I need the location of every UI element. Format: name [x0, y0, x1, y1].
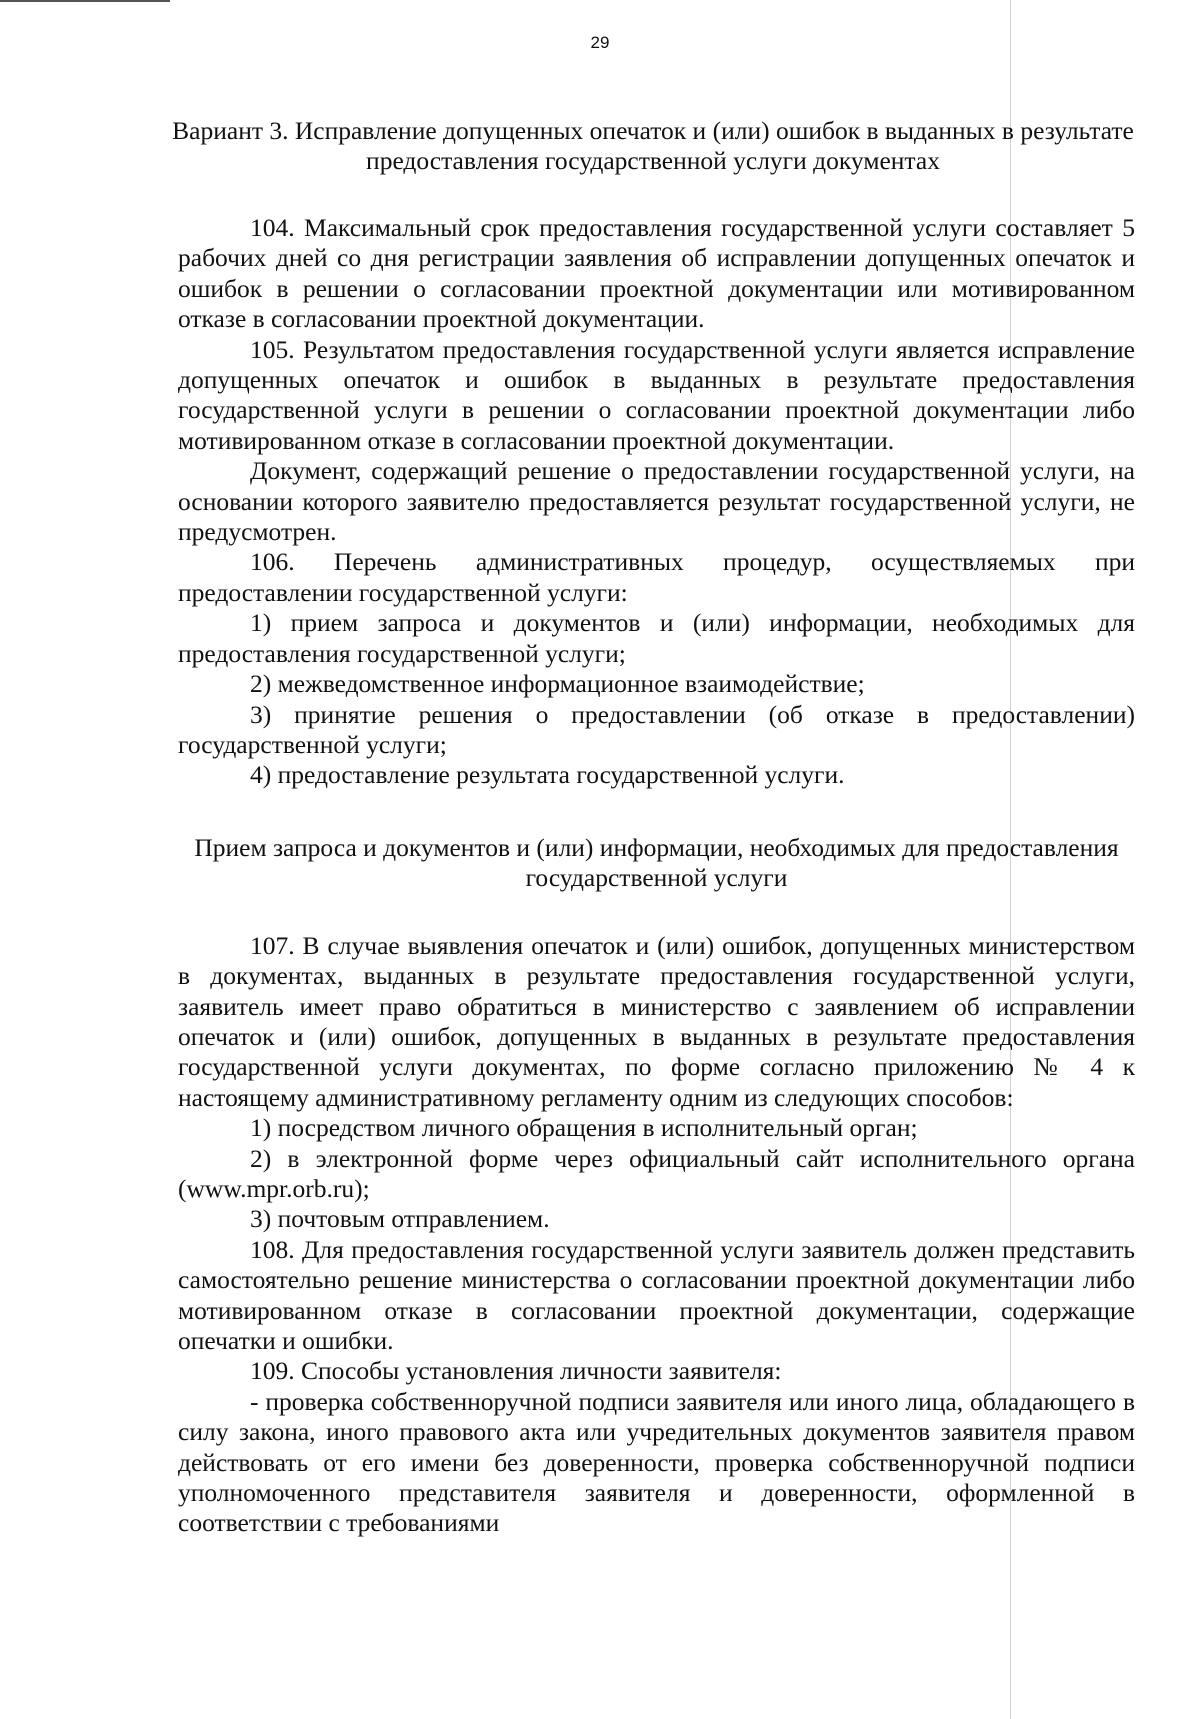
list-item-1: 1) прием запроса и документов и (или) информации, необходимых для предоставления государственной услуги;	[178, 608, 1135, 668]
method-item-1: 1) посредством личного обращения в исполнительный орган;	[250, 1113, 918, 1143]
paragraph-105: 105. Результатом предоставления государственной услуги является исправление допущенных опечаток и ошибок в выданных в результате предоставления государственной услуги в решении о согласовании проектной документации либо мотивированном отказе в согласовании проектной документации.	[178, 334, 1135, 455]
paragraph-document-note: Документ, содержащий решение о предоставлении государственной услуги, на основании которого заявителю предоставляется результат государственной услуги, не предусмотрен.	[178, 456, 1135, 547]
section-heading: Вариант 3. Исправление допущенных опечаток и (или) ошибок в выданных в результате предоставления государственной услуги документах	[172, 116, 1134, 175]
paragraph-109: 109. Способы установления личности заявителя:	[250, 1356, 782, 1386]
paragraph-108: 108. Для предоставления государственной услуги заявитель должен представить самостоятельно решение министерства о согласовании проектной документации либо мотивированном отказе в согласовании проектной документации, содержащие опечатки и ошибки.	[178, 1234, 1135, 1355]
paragraph-104: 104. Максимальный срок предоставления государственной услуги составляет 5 рабочих дней со дня регистрации заявления об исправлении допущенных опечаток и ошибок в решении о согласовании проектной документации или мотивированном отказе в согласовании проектной документации.	[178, 213, 1135, 334]
identity-check-item: - проверка собственноручной подписи заявителя или иного лица, обладающего в силу закона, иного правового акта или учредительных документов заявителя правом действовать от его имени без доверенности, проверка собственноручной подписи уполномоченного представителя заявителя и доверенности, оформленной в соответствии с требованиями	[178, 1386, 1135, 1538]
list-item-3: 3) принятие решения о предоставлении (об отказе в предоставлении) государственной услуги;	[178, 699, 1135, 759]
paragraph-107: 107. В случае выявления опечаток и (или) ошибок, допущенных министерством в документах, выданных в результате предоставления государственной услуги, заявитель имеет право обратиться в министерство с заявлением об исправлении опечаток и (или) ошибок, допущенных в выданных в результате предоставления государственной услуги документах, по форме согласно приложению № 4 к настоящему административному регламенту одним из следующих способов:	[178, 930, 1135, 1112]
method-item-2: 2) в электронной форме через официальный сайт исполнительного органа (www.mpr.orb.ru);	[178, 1143, 1135, 1203]
list-item-2: 2) межведомственное информационное взаимодействие;	[250, 669, 865, 699]
paragraph-group-b	[178, 931, 1135, 1539]
page-number: 29	[590, 33, 610, 52]
subsection-heading: Прием запроса и документов и (или) информации, необходимых для предоставления государственной услуги	[194, 832, 1119, 892]
scan-border-line	[0, 0, 170, 2]
list-item-4: 4) предоставление результата государственной услуги.	[250, 760, 845, 790]
method-item-3: 3) почтовым отправлением.	[250, 1204, 550, 1234]
paragraph-group-a	[178, 213, 1135, 791]
paragraph-106: 106. Перечень административных процедур, осуществляемых при предоставлении государственной услуги:	[178, 547, 1135, 607]
document-body	[172, 116, 1135, 1539]
